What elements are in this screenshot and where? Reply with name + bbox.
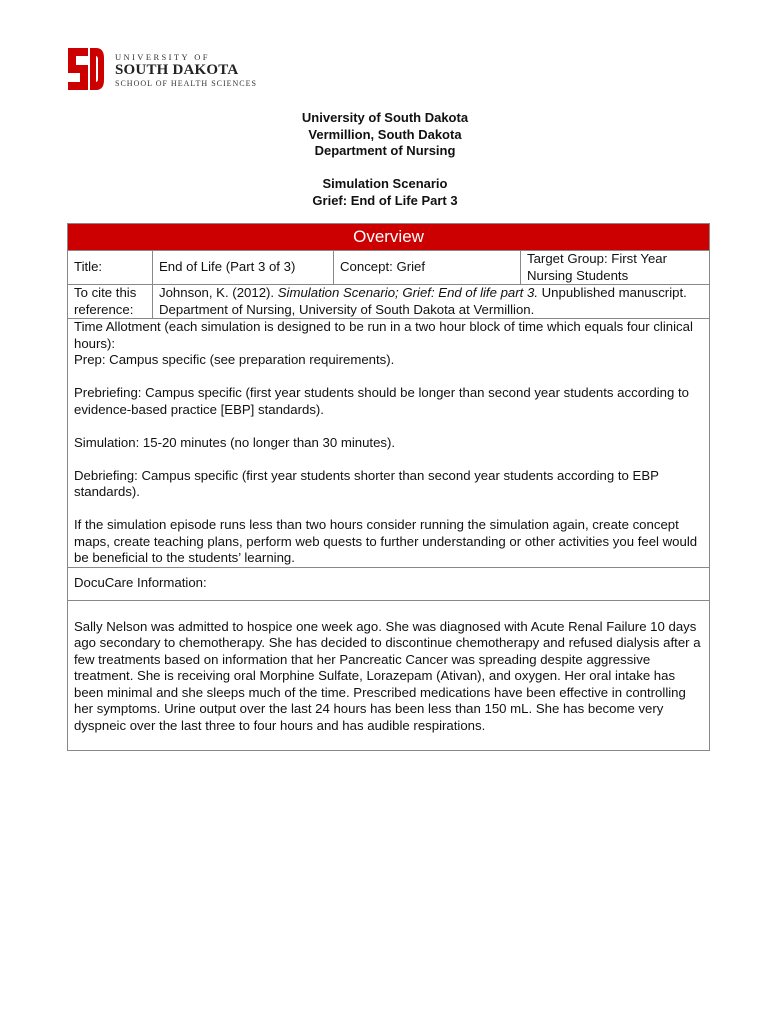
overview-table: [67, 223, 710, 751]
usd-sd-logo-icon: [66, 44, 106, 94]
docucare-cell: DocuCare Information:: [68, 567, 710, 600]
prep-text: Prep: Campus specific (see preparation requirements).: [74, 352, 395, 367]
title-value: End of Life (Part 3 of 3): [153, 251, 334, 285]
usd-logo: [66, 44, 286, 94]
target-group-cell: Target Group: First Year Nursing Students: [521, 251, 710, 285]
scenario-cell: Sally Nelson was admitted to hospice one week ago. She was diagnosed with Acute Renal Failure 10 days ago secondary to chemotherapy. She has decided to discontinue chemotherapy and refused dialysis after a few treatments based on information that her Pancreatic Cancer was spreading despite aggressive treatment. She is receiving oral Morphine Sulfate, Lorazepam (Ativan), and oxygen. Her oral intake has been minimal and she sleeps much of the time. Prescribed medications have been effective in controlling her symptoms. Urine output over the last 24 hours has been less than 150 mL. She has become very dyspneic over the last three to four hours and has audible respirations.: [68, 600, 710, 750]
institution-header: [0, 110, 770, 160]
overview-heading: Overview: [68, 224, 710, 251]
concept-cell: Concept: Grief: [334, 251, 521, 285]
logo-line-south-dakota: SOUTH DAKOTA: [115, 62, 239, 78]
cite-title: Simulation Scenario; Grief: End of life part 3.: [277, 285, 538, 300]
title-label: Title:: [68, 251, 153, 285]
debriefing-text: Debriefing: Campus specific (first year students shorter than second year students according to EBP standards).: [74, 467, 659, 499]
activities-note: If the simulation episode runs less than two hours consider running the simulation again, create concept maps, create teaching plans, perform web quests to further understanding or other activities you feel would be beneficial to the students’ learning.: [74, 517, 698, 565]
time-allotment-cell: [68, 319, 710, 568]
cite-label: To cite this reference:: [68, 285, 153, 319]
time-allotment-intro: Time Allotment (each simulation is designed to be run in a two hour block of time which equals four clinical hours):: [74, 319, 693, 351]
header-city: Vermillion, South Dakota: [308, 126, 462, 142]
logo-line-university-of: UNIVERSITY OF: [115, 52, 210, 62]
scenario-header: [0, 176, 770, 209]
prebriefing-text: Prebriefing: Campus specific (first year students should be longer than second year students according to evidence-based practice [EBP] standards).: [74, 385, 690, 417]
citation-cell: [153, 285, 710, 319]
simulation-text: Simulation: 15-20 minutes (no longer than 30 minutes).: [74, 434, 396, 450]
cite-author: Johnson, K. (2012).: [159, 285, 278, 300]
header-scenario-title: Grief: End of Life Part 3: [312, 192, 458, 208]
header-simulation-scenario: Simulation Scenario: [322, 176, 448, 191]
cite-rest: Unpublished manuscript. Department of Nursing, University of South Dakota at Vermillion.: [159, 285, 687, 317]
header-department: Department of Nursing: [314, 143, 456, 158]
logo-line-school: SCHOOL OF HEALTH SCIENCES: [115, 79, 257, 88]
header-university: University of South Dakota: [301, 110, 469, 125]
